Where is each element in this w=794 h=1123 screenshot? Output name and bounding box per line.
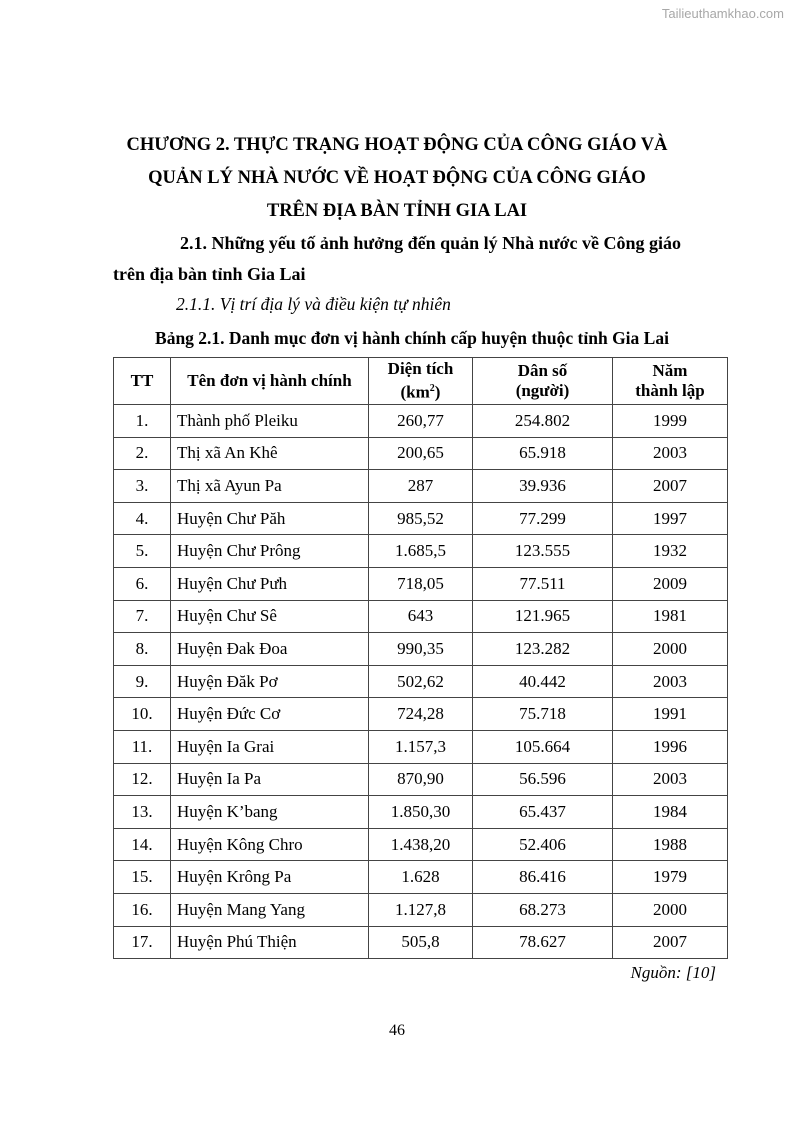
header-area-sup: 2 [429,383,435,395]
cell-name: Huyện Đak Đoa [171,633,369,666]
cell-name: Thị xã An Khê [171,437,369,470]
cell-tt: 7. [114,600,171,633]
cell-population: 65.918 [473,437,613,470]
cell-area: 643 [369,600,473,633]
cell-year: 1984 [613,796,728,829]
cell-area: 985,52 [369,502,473,535]
cell-population: 52.406 [473,828,613,861]
cell-area: 1.685,5 [369,535,473,568]
table-row [114,600,728,633]
table-row [114,796,728,829]
cell-year: 1988 [613,828,728,861]
header-pop-unit: (người) [515,381,570,400]
table-row [114,861,728,894]
header-year-label: Năm [652,361,688,380]
cell-name: Thành phố Pleiku [171,405,369,438]
cell-tt: 16. [114,893,171,926]
cell-tt: 17. [114,926,171,959]
page-number: 46 [389,1022,405,1039]
cell-tt: 12. [114,763,171,796]
cell-tt: 8. [114,633,171,666]
cell-year: 1981 [613,600,728,633]
cell-name: Huyện Phú Thiện [171,926,369,959]
cell-population: 123.555 [473,535,613,568]
cell-population: 78.627 [473,926,613,959]
header-pop-label: Dân số [517,361,568,380]
cell-population: 40.442 [473,665,613,698]
cell-name: Huyện Chư Pưh [171,567,369,600]
chapter-title-line-3: TRÊN ĐỊA BÀN TỈNH GIA LAI [266,201,528,221]
district-table [113,357,728,959]
cell-population: 75.718 [473,698,613,731]
cell-name: Huyện Ia Pa [171,763,369,796]
table-row [114,502,728,535]
section-heading-line-1: 2.1. Những yếu tố ảnh hưởng đến quản lý Nhà nước về Công giáo [180,233,681,253]
cell-area: 724,28 [369,698,473,731]
cell-area: 260,77 [369,405,473,438]
cell-area: 990,35 [369,633,473,666]
cell-name: Huyện Chư Prông [171,535,369,568]
header-area-label: Diện tích [387,359,454,379]
table-row [114,405,728,438]
cell-tt: 10. [114,698,171,731]
header-pop [473,358,613,405]
table-row [114,828,728,861]
cell-year: 1997 [613,502,728,535]
cell-tt: 6. [114,567,171,600]
header-area-unit: (km [400,382,430,402]
cell-year: 2003 [613,763,728,796]
table-row [114,730,728,763]
cell-year: 2003 [613,437,728,470]
table-row [114,763,728,796]
table-row [114,567,728,600]
header-area-close: ) [434,382,441,402]
cell-year: 1999 [613,405,728,438]
table-row [114,926,728,959]
cell-year: 2000 [613,633,728,666]
cell-year: 2000 [613,893,728,926]
cell-name: Huyện Chư Sê [171,600,369,633]
cell-tt: 3. [114,470,171,503]
cell-tt: 9. [114,665,171,698]
cell-tt: 4. [114,502,171,535]
cell-name: Huyện Mang Yang [171,893,369,926]
cell-area: 502,62 [369,665,473,698]
cell-tt: 5. [114,535,171,568]
cell-name: Thị xã Ayun Pa [171,470,369,503]
header-area [369,358,473,405]
cell-population: 123.282 [473,633,613,666]
cell-tt: 11. [114,730,171,763]
table-header-row [114,358,728,405]
table-source: Nguồn: [10] [630,963,716,982]
header-name: Tên đơn vị hành chính [171,358,369,405]
table-row [114,535,728,568]
section-heading-line-2: trên địa bàn tỉnh Gia Lai [113,264,306,284]
table-row [114,893,728,926]
table-row [114,698,728,731]
cell-name: Huyện Ia Grai [171,730,369,763]
cell-population: 65.437 [473,796,613,829]
table-row [114,665,728,698]
cell-population: 105.664 [473,730,613,763]
cell-population: 86.416 [473,861,613,894]
cell-year: 1991 [613,698,728,731]
cell-tt: 1. [114,405,171,438]
header-year-label-2: thành lập [635,381,705,400]
cell-tt: 15. [114,861,171,894]
cell-name: Huyện Chư Păh [171,502,369,535]
cell-population: 77.511 [473,567,613,600]
cell-year: 2007 [613,470,728,503]
table-row [114,633,728,666]
cell-area: 1.628 [369,861,473,894]
subsection-heading: 2.1.1. Vị trí địa lý và điều kiện tự nhiên [176,294,451,314]
cell-tt: 13. [114,796,171,829]
cell-name: Huyện K’bang [171,796,369,829]
cell-area: 287 [369,470,473,503]
cell-population: 77.299 [473,502,613,535]
cell-name: Huyện Kông Chro [171,828,369,861]
cell-population: 254.802 [473,405,613,438]
cell-tt: 2. [114,437,171,470]
header-tt: TT [114,358,171,405]
cell-population: 39.936 [473,470,613,503]
cell-name: Huyện Krông Pa [171,861,369,894]
cell-population: 56.596 [473,763,613,796]
table-row [114,470,728,503]
cell-year: 2003 [613,665,728,698]
cell-area: 1.438,20 [369,828,473,861]
table-caption: Bảng 2.1. Danh mục đơn vị hành chính cấp huyện thuộc tỉnh Gia Lai [155,328,669,348]
cell-area: 718,05 [369,567,473,600]
cell-area: 505,8 [369,926,473,959]
watermark: Tailieuthamkhao.com [661,6,784,21]
chapter-title-line-1: CHƯƠNG 2. THỰC TRẠNG HOẠT ĐỘNG CỦA CÔNG GIÁO VÀ [126,135,668,155]
cell-name: Huyện Đăk Pơ [171,665,369,698]
header-year [613,358,728,405]
cell-year: 2009 [613,567,728,600]
cell-area: 1.850,30 [369,796,473,829]
cell-year: 1979 [613,861,728,894]
cell-tt: 14. [114,828,171,861]
cell-year: 2007 [613,926,728,959]
cell-year: 1932 [613,535,728,568]
table-row [114,437,728,470]
cell-area: 200,65 [369,437,473,470]
cell-name: Huyện Đức Cơ [171,698,369,731]
chapter-title-line-2: QUẢN LÝ NHÀ NƯỚC VỀ HOẠT ĐỘNG CỦA CÔNG GIÁO [148,168,646,188]
cell-population: 121.965 [473,600,613,633]
cell-population: 68.273 [473,893,613,926]
cell-year: 1996 [613,730,728,763]
cell-area: 870,90 [369,763,473,796]
cell-area: 1.157,3 [369,730,473,763]
cell-area: 1.127,8 [369,893,473,926]
